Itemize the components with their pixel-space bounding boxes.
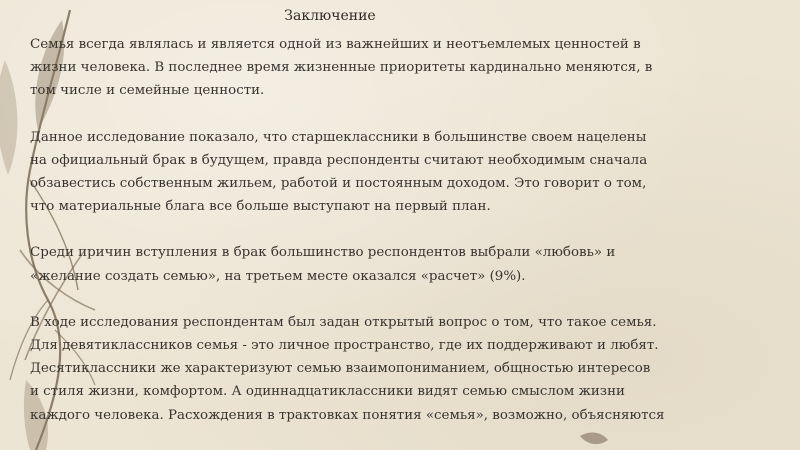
text-line: Семья всегда являлась и является одной из важнейших и неотъемлемых ценностей в (30, 37, 641, 52)
paragraph-gap (30, 288, 770, 311)
paragraph-gap (30, 103, 770, 126)
leaf-shape (580, 433, 608, 445)
text-line: В ходе исследования респондентам был задан открытый вопрос о том, что такое семья. (30, 314, 657, 330)
text-line: что материальные блага все больше выступают на первый план. (30, 199, 491, 215)
text-line: том числе и семейные ценности. (30, 83, 265, 99)
text-line: и стиля жизни, комфортом. А одиннадцатиклассники видят семью смыслом жизни (30, 384, 625, 400)
text-line: Десятиклассники же характеризуют семью взаимопониманием, общностью интересов (30, 361, 651, 377)
text-line: Данное исследование показало, что старшеклассники в большинстве своем нацелены (30, 129, 647, 145)
text-line: Для девятиклассников семья - это личное пространство, где их поддерживают и любят. (30, 338, 659, 354)
text-line: обзавестись собственным жильем, работой и постоянным доходом. Это говорит о том, (30, 176, 647, 192)
paragraph (30, 126, 770, 219)
text-line: каждого человека. Расхождения в трактовках понятия «семья», возможно, объясняются (30, 407, 665, 423)
text-line: Среди причин вступления в брак большинство респондентов выбрали «любовь» и (30, 245, 616, 261)
leaf-shape (0, 60, 17, 175)
text-line: на официальный брак в будущем, правда респонденты считают необходимым сначала (30, 152, 648, 168)
paragraph-gap (30, 218, 770, 241)
text-line: жизни человека. В последнее время жизненные приоритеты кардинально меняются, в (30, 60, 653, 76)
slide-title: Заключение (284, 8, 376, 24)
paragraph (30, 311, 770, 427)
text-line: «желание создать семью», на третьем месте оказался «расчет» (9%). (30, 268, 526, 284)
slide-body (30, 33, 770, 427)
paragraph (30, 241, 770, 287)
paragraph (30, 33, 770, 103)
